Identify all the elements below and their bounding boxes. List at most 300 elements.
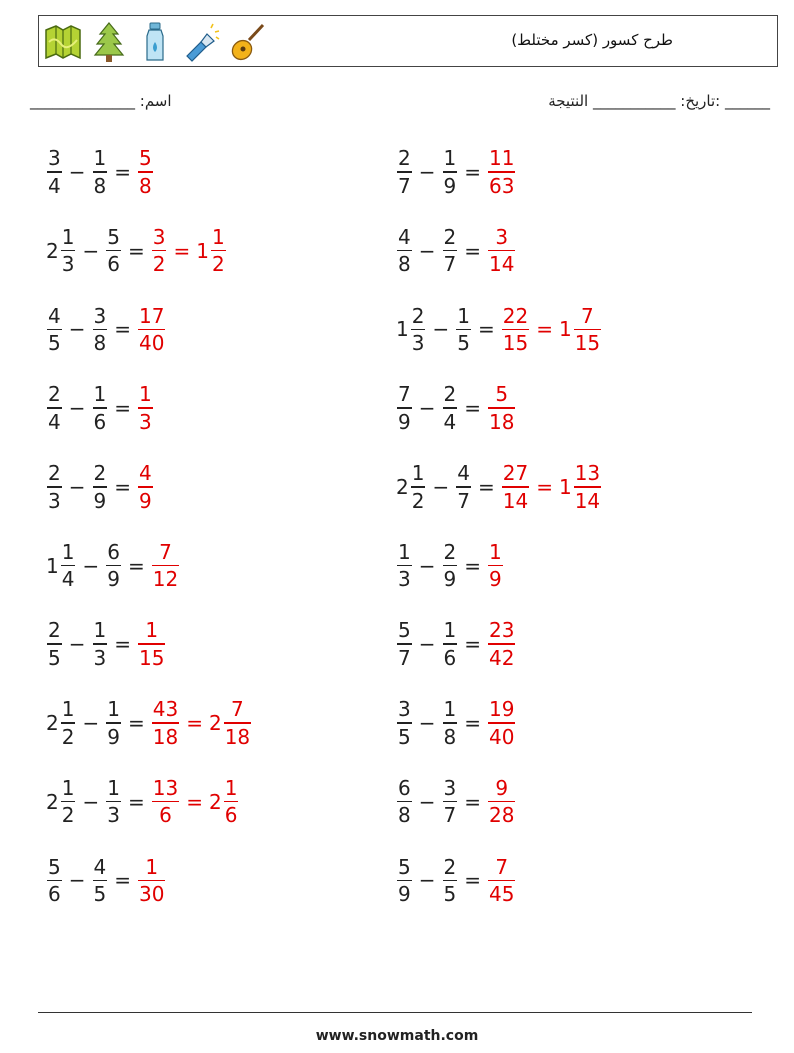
denominator: 7 [443,803,457,828]
denominator: 3 [93,645,107,670]
denominator: 30 [139,882,165,907]
numerator: 1 [443,618,457,643]
numerator: 1 [61,539,75,564]
equals-sign: = [114,474,131,499]
numerator: 2 [443,382,457,407]
second-fraction [456,303,471,357]
numerator: 2 [443,854,457,879]
answer-mixed-fraction [574,460,601,514]
numerator: 23 [489,618,515,643]
answer-mixed-fraction [211,224,226,278]
denominator: 6 [107,252,120,277]
second-fraction [443,145,458,199]
numerator: 7 [495,854,509,879]
minus-sign: − [82,789,100,814]
minus-sign: − [82,710,100,735]
denominator: 6 [159,803,172,828]
denominator: 9 [107,724,120,749]
denominator: 6 [48,882,61,907]
numerator: 2 [443,224,457,249]
denominator: 14 [574,488,601,513]
answer-fraction [502,460,529,514]
numerator: 2 [48,618,61,643]
bottle-icon [135,20,175,64]
denominator: 5 [398,724,411,749]
denominator: 8 [93,173,107,198]
problem-item [46,850,166,910]
numerator: 2 [398,146,411,171]
problem-item [46,457,154,517]
denominator: 4 [61,567,75,592]
denominator: 4 [48,173,61,198]
answer [137,145,154,199]
first-fraction [397,854,412,908]
minus-sign: − [68,868,86,893]
first-fraction [397,381,412,435]
whole-number: 1 [396,317,409,342]
answer [137,381,154,435]
answer-fraction [152,696,179,750]
equals-sign: = [464,553,481,578]
numerator: 7 [581,303,594,328]
second-fraction [93,381,108,435]
denominator: 15 [502,331,529,356]
equals-sign: = [536,474,553,499]
denominator: 4 [443,409,457,434]
numerator: 1 [93,618,107,643]
numerator: 1 [398,539,411,564]
answer-mixed-fraction [224,775,239,829]
answer [487,617,516,671]
answer-fraction [488,539,503,593]
numerator: 1 [489,539,502,564]
second-fraction [93,303,108,357]
problem-item [396,378,516,438]
denominator: 3 [107,803,120,828]
numerator: 27 [502,461,529,485]
first-fraction [397,775,412,829]
denominator: 2 [211,252,225,277]
answer-fraction [488,224,515,278]
first-fraction [47,381,62,435]
answer [487,775,516,829]
answer-fraction [488,854,515,908]
whole-number: 2 [46,789,59,814]
equals-sign: = [464,789,481,814]
first-fraction [397,617,412,671]
second-fraction [443,775,458,829]
numerator: 7 [159,539,172,564]
answer-fraction [152,539,179,593]
numerator: 4 [457,461,470,485]
equals-sign: = [127,553,145,578]
tree-icon [89,20,129,64]
denominator: 3 [398,567,411,592]
header-icons [43,20,267,64]
minus-sign: − [82,553,100,578]
numerator: 2 [48,382,61,407]
numerator: 1 [93,382,107,407]
first-fraction [61,224,76,278]
answer [487,145,516,199]
denominator: 12 [152,567,179,592]
second-fraction [443,617,458,671]
answer [487,696,516,750]
answer [487,854,516,908]
numerator: 1 [61,224,75,249]
answer [501,460,602,514]
problem-item [46,221,227,281]
numerator: 7 [398,382,411,407]
equals-sign: = [127,789,145,814]
numerator: 19 [489,697,515,722]
equals-sign: = [464,396,481,421]
denominator: 18 [224,724,251,749]
answer-fraction [152,224,167,278]
problem-item [46,614,166,674]
numerator: 5 [48,854,61,879]
first-fraction [411,460,426,514]
equals-sign: = [114,317,131,342]
map-icon [43,20,83,64]
denominator: 8 [93,331,107,356]
denominator: 45 [489,882,515,907]
answer [487,224,516,278]
answer [137,854,166,908]
answer-fraction [138,854,165,908]
numerator: 1 [457,303,470,328]
problem-item [396,536,504,596]
numerator: 7 [231,697,244,722]
numerator: 3 [443,775,457,800]
equals-sign: = [464,868,481,893]
minus-sign: − [418,160,436,184]
numerator: 5 [398,854,411,879]
numerator: 1 [411,461,425,485]
numerator: 2 [48,461,61,485]
minus-sign: − [418,396,436,421]
denominator: 6 [93,409,107,434]
first-fraction [397,145,412,199]
equals-sign: = [173,238,191,263]
problem-item [46,378,154,438]
footer-divider [38,1012,752,1013]
denominator: 14 [489,252,515,277]
denominator: 3 [48,488,61,513]
equals-sign: = [114,160,131,184]
equals-sign: = [477,474,495,499]
first-fraction [47,617,62,671]
second-fraction [106,539,121,593]
problem-item [396,693,516,753]
equals-sign: = [186,710,203,735]
second-fraction [93,854,108,908]
minus-sign: − [68,160,86,184]
first-fraction [47,303,62,357]
answer [151,696,252,750]
numerator: 4 [48,303,61,328]
answer-mixed-fraction [224,696,251,750]
minus-sign: − [418,868,436,893]
denominator: 7 [398,645,411,670]
minus-sign: − [418,238,436,263]
numerator: 13 [574,461,601,485]
answer-whole-number: 1 [558,317,572,342]
denominator: 2 [61,724,75,749]
answer-fraction [138,460,153,514]
numerator: 5 [398,618,411,643]
minus-sign: − [418,553,436,578]
answer [501,303,602,357]
denominator: 8 [398,803,411,828]
answer-fraction [488,381,515,435]
problem-item [396,614,516,674]
numerator: 13 [152,775,179,800]
denominator: 9 [443,567,457,592]
second-fraction [106,775,121,829]
second-fraction [93,617,108,671]
numerator: 1 [107,697,120,722]
denominator: 9 [107,567,120,592]
equals-sign: = [464,710,481,735]
whole-number: 2 [46,238,59,263]
second-fraction [443,224,458,278]
numerator: 3 [495,224,509,249]
problem-item [396,142,516,202]
numerator: 43 [152,697,179,722]
worksheet-title: طرح كسور (كسر مختلط) [511,31,673,49]
problem-item [46,772,239,832]
answer [151,539,180,593]
second-fraction [443,539,458,593]
equals-sign: = [477,317,495,342]
problem-item [396,850,516,910]
numerator: 1 [145,618,159,643]
answer-fraction [488,145,515,199]
second-fraction [93,145,108,199]
denominator: 5 [48,645,61,670]
numerator: 9 [495,775,509,800]
first-fraction [411,303,426,357]
denominator: 2 [411,488,425,513]
numerator: 3 [398,697,411,722]
numerator: 2 [443,539,457,564]
denominator: 9 [93,488,107,513]
numerator: 4 [139,461,152,485]
first-fraction [61,539,76,593]
denominator: 7 [457,488,470,513]
denominator: 15 [139,645,165,670]
second-fraction [456,460,471,514]
problem-item [46,693,252,753]
denominator: 15 [574,331,601,356]
denominator: 6 [224,803,238,828]
denominator: 7 [398,173,411,198]
numerator: 4 [93,854,107,879]
numerator: 1 [139,382,152,407]
denominator: 28 [489,803,515,828]
numerator: 2 [93,461,107,485]
minus-sign: − [68,396,86,421]
answer [151,775,240,829]
numerator: 17 [139,303,165,328]
equals-sign: = [464,238,481,263]
answer-whole-number: 1 [558,474,572,499]
equals-sign: = [114,396,131,421]
numerator: 1 [145,854,159,879]
denominator: 4 [48,409,61,434]
denominator: 7 [443,252,457,277]
numerator: 1 [443,697,457,722]
first-fraction [397,539,412,593]
denominator: 9 [398,409,411,434]
numerator: 4 [398,224,411,249]
guitar-icon [227,20,267,64]
denominator: 5 [457,331,470,356]
denominator: 9 [139,488,152,513]
second-fraction [106,696,121,750]
denominator: 5 [443,882,457,907]
equals-sign: = [186,789,203,814]
denominator: 3 [139,409,152,434]
numerator: 1 [224,775,238,800]
first-fraction [47,460,62,514]
minus-sign: − [418,632,436,657]
denominator: 3 [411,331,425,356]
first-fraction [61,696,76,750]
numerator: 22 [502,303,529,328]
denominator: 2 [152,252,166,277]
numerator: 1 [211,224,225,249]
first-fraction [397,224,412,278]
numerator: 3 [152,224,166,249]
problem-item [396,457,602,517]
second-fraction [443,854,458,908]
denominator: 9 [443,173,457,198]
name-field: اسم: ______________ [30,92,172,110]
numerator: 1 [93,146,107,171]
minus-sign: − [82,238,100,263]
minus-sign: − [418,789,436,814]
flashlight-icon [181,20,221,64]
minus-sign: − [432,474,450,499]
numerator: 3 [48,146,61,171]
denominator: 2 [61,803,75,828]
answer-mixed-fraction [574,303,601,357]
second-fraction [443,381,458,435]
problem-item [46,536,180,596]
problem-item [46,299,166,359]
answer-whole-number: 1 [196,238,209,263]
denominator: 3 [61,252,75,277]
equals-sign: = [536,317,553,342]
denominator: 8 [443,724,457,749]
minus-sign: − [418,710,436,735]
denominator: 18 [489,409,515,434]
equals-sign: = [114,868,131,893]
problem-item [396,221,516,281]
answer [137,617,166,671]
answer [151,224,227,278]
numerator: 1 [61,775,75,800]
problem-item [396,772,516,832]
answer-fraction [488,696,515,750]
answer [487,381,516,435]
second-fraction [93,460,108,514]
problem-item [46,142,154,202]
numerator: 5 [107,224,120,249]
denominator: 9 [398,882,411,907]
answer-whole-number: 2 [208,710,222,735]
denominator: 9 [489,567,502,592]
denominator: 40 [139,331,165,356]
worksheet-header [38,15,778,67]
minus-sign: − [68,474,86,499]
numerator: 1 [107,775,120,800]
date-score-field: ______ :تاريخ: ___________ النتيجة [548,92,770,110]
whole-number: 1 [46,553,59,578]
numerator: 2 [411,303,425,328]
answer [487,539,504,593]
whole-number: 2 [396,474,409,499]
numerator: 5 [139,146,152,171]
numerator: 1 [443,146,457,171]
second-fraction [443,696,458,750]
denominator: 6 [443,645,457,670]
denominator: 8 [398,252,411,277]
first-fraction [47,854,62,908]
first-fraction [61,775,76,829]
numerator: 11 [489,146,515,171]
answer-fraction [502,303,529,357]
second-fraction [106,224,121,278]
equals-sign: = [127,710,145,735]
minus-sign: − [68,632,86,657]
equals-sign: = [464,632,481,657]
answer-fraction [488,617,515,671]
denominator: 42 [489,645,515,670]
denominator: 5 [93,882,107,907]
numerator: 6 [107,539,120,564]
denominator: 63 [489,173,515,198]
answer [137,303,166,357]
first-fraction [397,696,412,750]
numerator: 6 [398,775,411,800]
equals-sign: = [464,160,481,184]
denominator: 18 [152,724,179,749]
numerator: 1 [61,697,75,722]
denominator: 14 [502,488,529,513]
answer-fraction [488,775,515,829]
answer [137,460,154,514]
whole-number: 2 [46,710,59,735]
denominator: 40 [489,724,515,749]
footer-url: www.snowmath.com [315,1028,479,1044]
answer-fraction [138,617,165,671]
problem-item [396,299,602,359]
numerator: 5 [495,382,509,407]
first-fraction [47,145,62,199]
numerator: 3 [93,303,107,328]
answer-fraction [138,145,153,199]
answer-fraction [138,381,153,435]
answer-fraction [152,775,179,829]
equals-sign: = [127,238,145,263]
minus-sign: − [432,317,450,342]
denominator: 5 [48,331,61,356]
answer-fraction [138,303,165,357]
minus-sign: − [68,317,86,342]
